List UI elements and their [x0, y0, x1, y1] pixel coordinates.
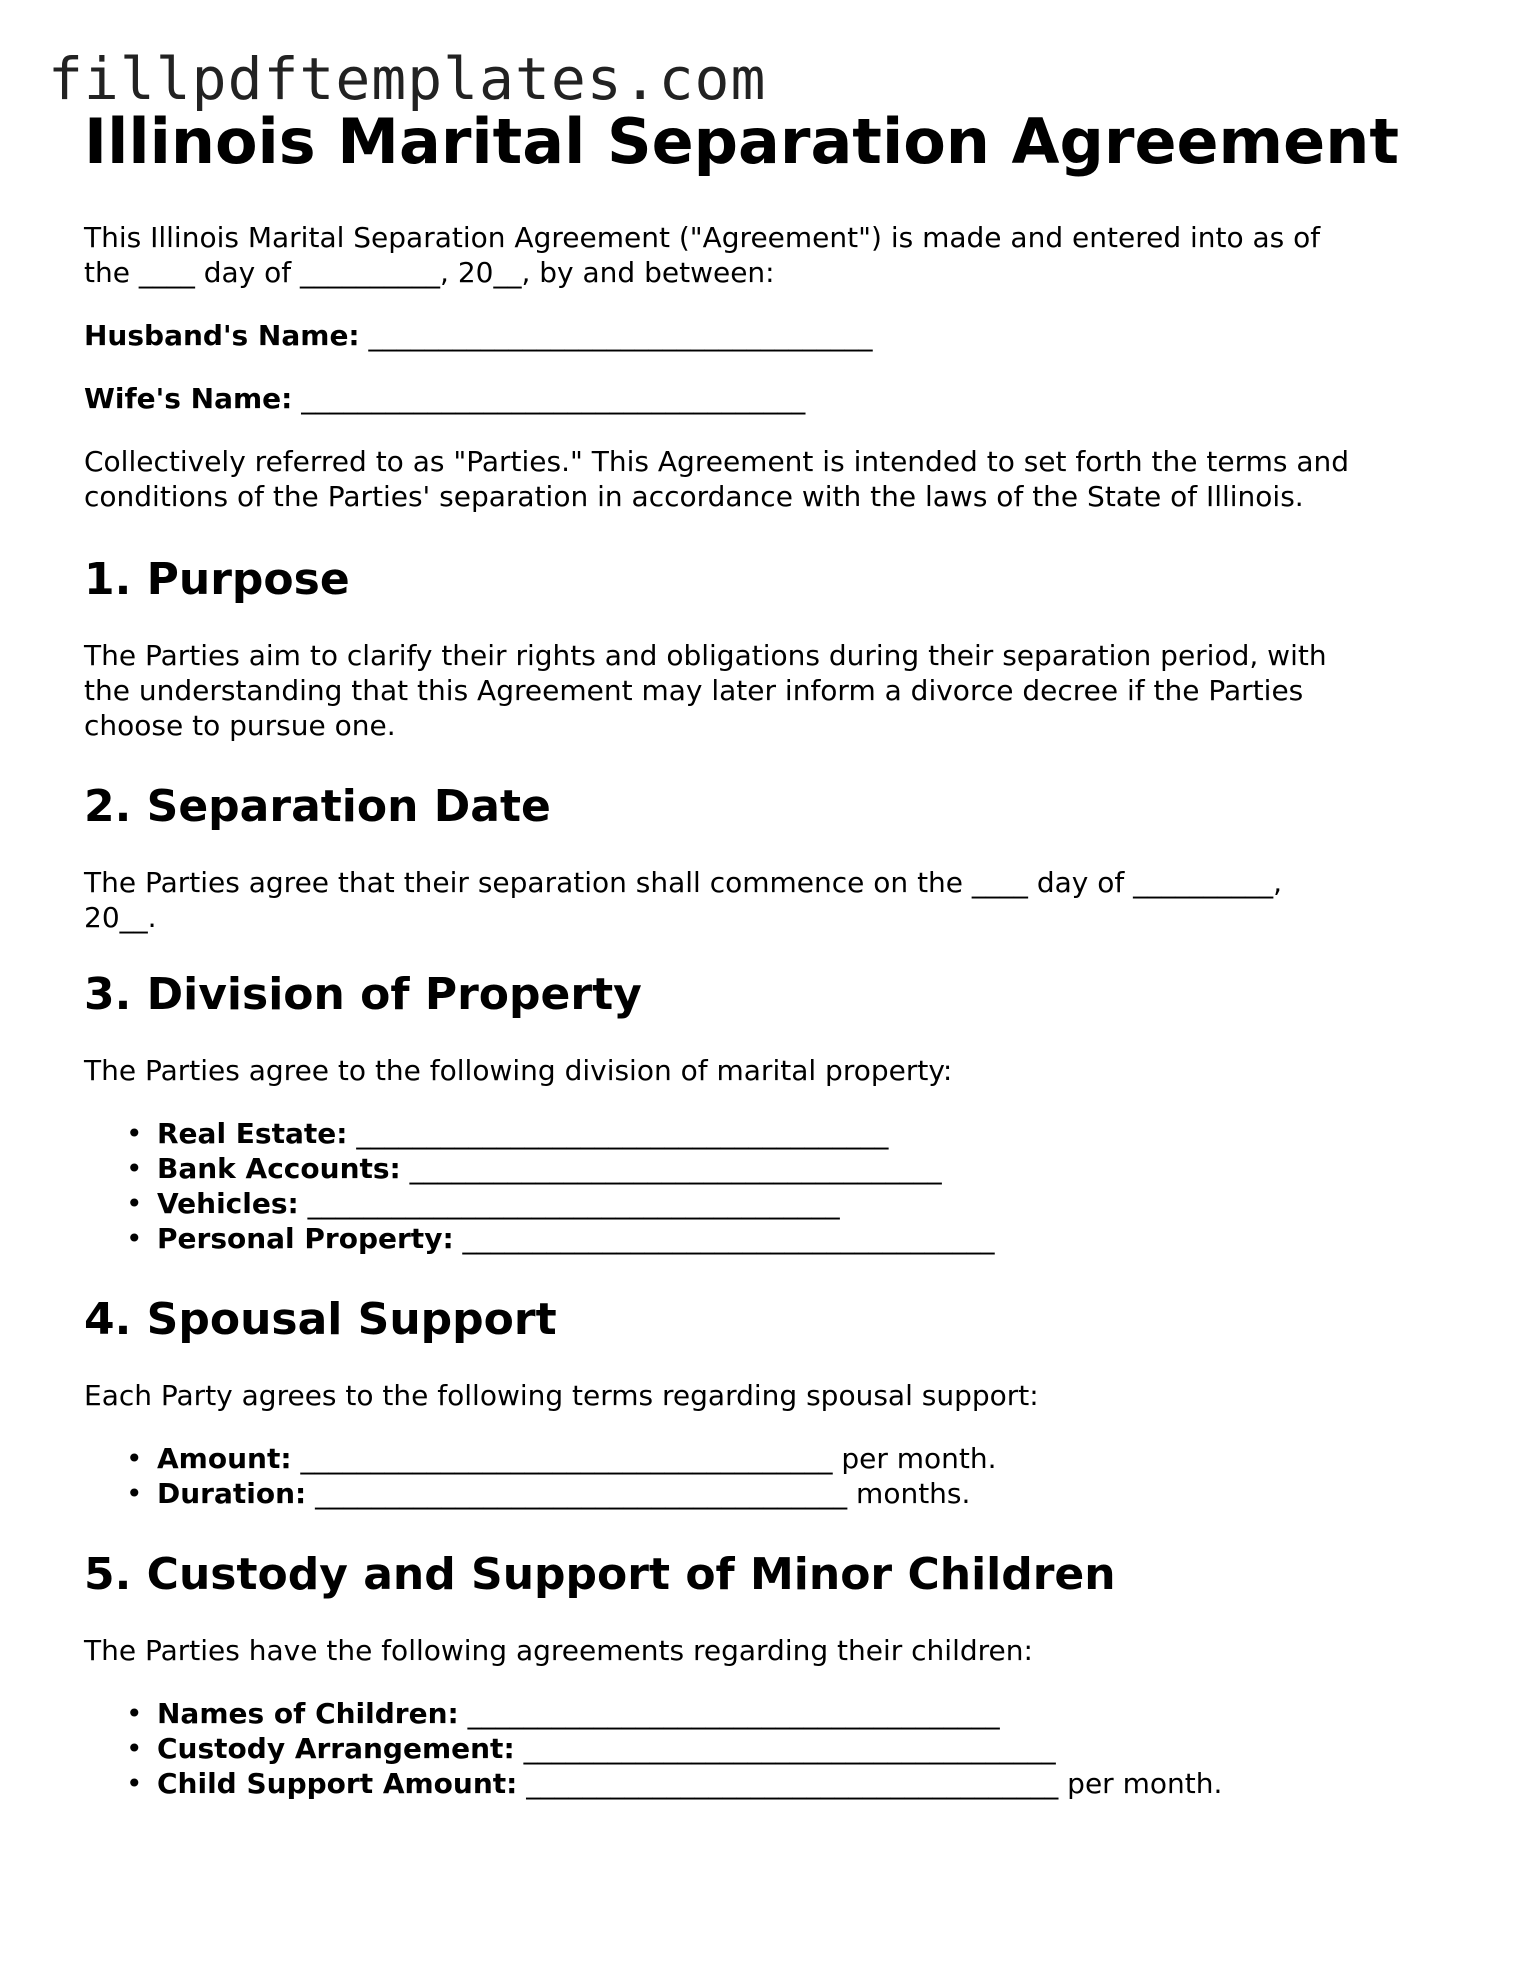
- spousal-support-paragraph: Each Party agrees to the following terms regarding spousal support:: [84, 1379, 1039, 1412]
- children-paragraph: The Parties have the following agreements regarding their children:: [84, 1634, 1033, 1667]
- custody-arrangement-label: Custody Arrangement:: [157, 1732, 515, 1765]
- real-estate-blank[interactable]: ______________________________________: [356, 1117, 889, 1150]
- intro-line-2: the ____ day of __________, 20__, by and between:: [84, 256, 775, 289]
- duration-suffix: months.: [847, 1477, 971, 1510]
- separation-date-line-2: 20__.: [84, 901, 157, 934]
- collective-paragraph: [84, 444, 1444, 514]
- children-heading: 5. Custody and Support of Minor Children: [84, 1549, 1116, 1600]
- husband-name-label: Husband's Name:: [84, 319, 360, 352]
- wife-name-label: Wife's Name:: [84, 382, 293, 415]
- purpose-heading: 1. Purpose: [84, 554, 350, 605]
- spousal-support-heading: 4. Spousal Support: [84, 1294, 557, 1345]
- personal-property-blank[interactable]: ______________________________________: [462, 1222, 995, 1255]
- vehicles-blank[interactable]: ______________________________________: [307, 1187, 840, 1220]
- real-estate-label: Real Estate:: [157, 1117, 348, 1150]
- husband-name-blank[interactable]: ____________________________________: [368, 319, 873, 352]
- child-support-amount-label: Child Support Amount:: [157, 1767, 518, 1800]
- list-item: • Personal Property: ______________________________________: [126, 1222, 995, 1255]
- purpose-line-1: The Parties aim to clarify their rights and obligations during their separation period, with: [84, 639, 1327, 672]
- property-list: [84, 1116, 1444, 1256]
- list-item: • Child Support Amount: ______________________________________ per month.: [126, 1767, 1223, 1800]
- list-item: • Custody Arrangement: ______________________________________: [126, 1732, 1056, 1765]
- list-item: • Names of Children: ______________________________________: [126, 1697, 1000, 1730]
- duration-blank[interactable]: ______________________________________: [315, 1477, 848, 1510]
- custody-arrangement-blank[interactable]: ______________________________________: [523, 1732, 1056, 1765]
- property-heading: 3. Division of Property: [84, 969, 642, 1020]
- amount-suffix: per month.: [832, 1442, 997, 1475]
- purpose-line-3: choose to pursue one.: [84, 709, 396, 742]
- purpose-line-2: the understanding that this Agreement may later inform a divorce decree if the Parties: [84, 674, 1304, 707]
- child-support-amount-blank[interactable]: ______________________________________: [526, 1767, 1059, 1800]
- list-item: • Bank Accounts: ______________________________________: [126, 1152, 942, 1185]
- amount-blank[interactable]: ______________________________________: [300, 1442, 833, 1475]
- document-body: [84, 102, 1444, 1801]
- collective-line-2: conditions of the Parties' separation in accordance with the laws of the State of Illinois.: [84, 480, 1304, 513]
- intro-line-1: This Illinois Marital Separation Agreement ("Agreement") is made and entered into as of: [84, 221, 1321, 254]
- vehicles-label: Vehicles:: [157, 1187, 299, 1220]
- property-paragraph: The Parties agree to the following division of marital property:: [84, 1054, 953, 1087]
- child-support-suffix: per month.: [1058, 1767, 1223, 1800]
- list-item: • Duration: ______________________________________ months.: [126, 1477, 971, 1510]
- list-item: • Vehicles: ______________________________________: [126, 1187, 840, 1220]
- duration-label: Duration:: [157, 1477, 307, 1510]
- children-names-label: Names of Children:: [157, 1697, 459, 1730]
- separation-date-paragraph: [84, 865, 1444, 935]
- list-item: • Amount: ______________________________________ per month.: [126, 1442, 997, 1475]
- wife-name-field: [84, 381, 1444, 416]
- separation-date-heading: 2. Separation Date: [84, 781, 551, 832]
- intro-paragraph: [84, 220, 1444, 290]
- personal-property-label: Personal Property:: [157, 1222, 454, 1255]
- purpose-paragraph: [84, 638, 1444, 743]
- amount-label: Amount:: [157, 1442, 292, 1475]
- collective-line-1: Collectively referred to as "Parties." This Agreement is intended to set forth the terms and: [84, 445, 1350, 478]
- children-list: [84, 1696, 1444, 1801]
- husband-name-field: [84, 318, 1444, 353]
- spousal-support-list: [84, 1441, 1444, 1511]
- list-item: • Real Estate: ______________________________________: [126, 1117, 889, 1150]
- children-names-blank[interactable]: ______________________________________: [467, 1697, 1000, 1730]
- wife-name-blank[interactable]: ____________________________________: [301, 382, 806, 415]
- separation-date-line-1: The Parties agree that their separation shall commence on the ____ day of __________,: [84, 866, 1283, 899]
- site-watermark: fillpdftemplates.com: [48, 45, 767, 113]
- bank-accounts-label: Bank Accounts:: [157, 1152, 401, 1185]
- bank-accounts-blank[interactable]: ______________________________________: [409, 1152, 942, 1185]
- document-title: Illinois Marital Separation Agreement: [84, 105, 1399, 178]
